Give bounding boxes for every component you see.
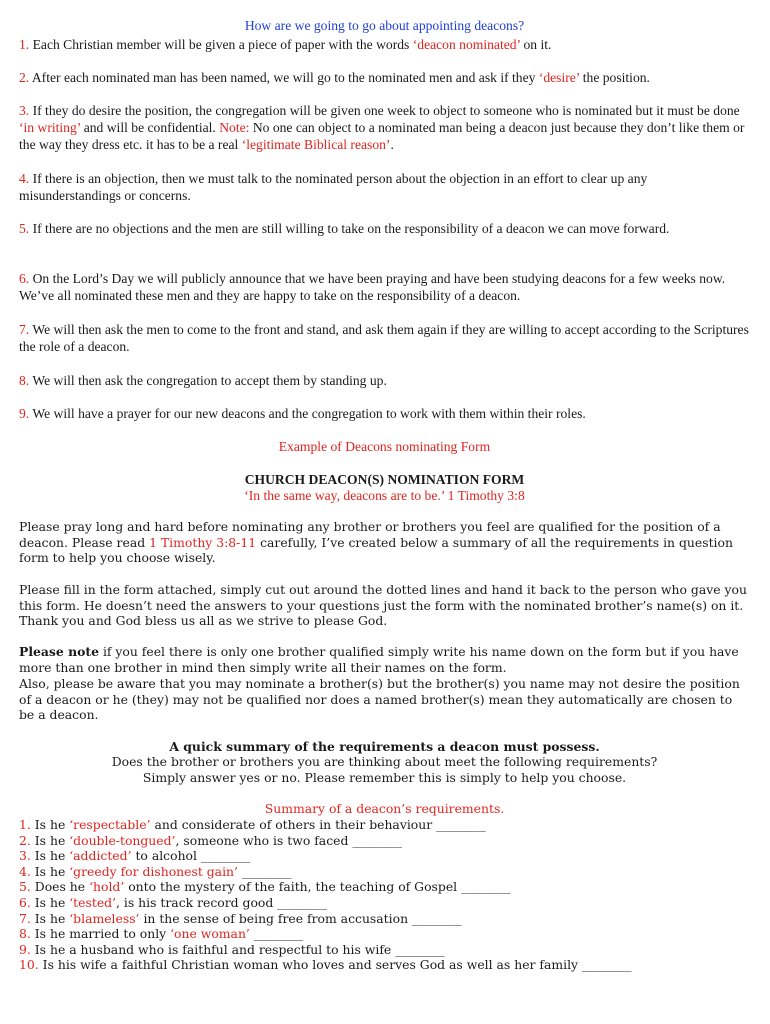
step-2: 2. After each nominated man has been named, we will go to the nominated men and ask if they ‘desire’ the position. <box>19 70 650 85</box>
step-number: 8. <box>19 373 30 388</box>
requirement-item: 8. Is he married to only ‘one woman’ ________ <box>19 926 304 942</box>
requirement-item: 3. Is he ‘addicted’ to alcohol ________ <box>19 848 251 864</box>
summary-heading: A quick summary of the requirements a deacon must possess. <box>169 739 600 754</box>
requirements-list <box>19 817 750 973</box>
requirement-item: 2. Is he ‘double-tongued’, someone who is two faced ________ <box>19 832 402 848</box>
step-number: 2. <box>19 70 30 85</box>
requirement-item: 7. Is he ‘blameless’ in the sense of being free from accusation ________ <box>19 910 462 926</box>
please-note-paragraph: Please note if you feel there is only one brother qualified simply write his name down on the form but if you have more than one brother in mind then simply write all their names on the form. <box>19 644 739 675</box>
step-6: 6. On the Lord’s Day we will publicly announce that we have been praying and have been studying deacons for a few weeks now. We’ve all nominated these men and they are happy to take on the responsibility of a deacon. <box>19 271 726 303</box>
step-number: 4. <box>19 171 30 186</box>
scripture-reference: 1 Timothy 3:8-11 <box>149 534 257 550</box>
summary-question: Does the brother or brothers you are thinking about meet the following requirements? <box>111 754 658 769</box>
step-number: 1. <box>19 37 30 52</box>
form-title: CHURCH DEACON(S) NOMINATION FORM <box>244 472 525 487</box>
requirement-item: 1. Is he ‘respectable’ and considerate of others in their behaviour ________ <box>19 817 486 832</box>
step-number: 6. <box>19 271 30 286</box>
step-number: 5. <box>19 221 30 236</box>
requirement-item: 5. Does he ‘hold’ onto the mystery of the faith, the teaching of Gospel ________ <box>19 879 511 895</box>
summary-instruction: Simply answer yes or no. Please remember this is simply to help you choose. <box>142 770 627 785</box>
also-paragraph: Also, please be aware that you may nominate a brother(s) but the brother(s) you name may not desire the position of a deacon or he (they) may not be qualified nor does a named brother(s) mean they automatically are chosen to be a deacon. <box>19 676 740 723</box>
step-9: 9. We will have a prayer for our new deacons and the congregation to work with them within their roles. <box>19 406 586 421</box>
instructions-paragraph-1: Please pray long and hard before nominating any brother or brothers you feel are qualified for the position of a deacon. Please read 1 Timothy 3:8-11 carefully, I’ve created below a summary of all the requirements in question form to help you choose wisely. <box>19 519 733 566</box>
please-note-label: Please note <box>19 644 99 659</box>
step-7: 7. We will then ask the men to come to the front and stand, and ask them again if they are willing to accept according to the Scriptures the role of a deacon. <box>19 322 749 354</box>
step-number: 3. <box>19 103 30 118</box>
step-4: 4. If there is an objection, then we must talk to the nominated person about the objection in an effort to clear up any misunderstandings or concerns. <box>19 171 648 203</box>
page-heading: How are we going to go about appointing deacons? <box>244 18 525 33</box>
form-verse: ‘In the same way, deacons are to be.’ 1 Timothy 3:8 <box>244 488 525 503</box>
step-3: 3. If they do desire the position, the congregation will be given one week to object to someone who is nominated but it must be done ‘in writing’ and will be confidential. Note: No one can object to a nominated man being a deacon just because they don’t like them or the way they dress etc. it has to be a real ‘legitimate Biblical reason’. <box>19 103 745 152</box>
requirement-item: 6. Is he ‘tested’, is his track record good ________ <box>19 894 327 910</box>
requirement-item: 9. Is he a husband who is faithful and respectful to his wife ________ <box>19 941 445 957</box>
instructions-paragraph-2: Please fill in the form attached, simply cut out around the dotted lines and hand it back to the person who gave you this form. He doesn’t need the answers to your questions just the form with the nominated brother’s name(s) on it. Thank you and God bless us all as we strive to please God. <box>19 582 747 629</box>
requirement-item: 4. Is he ‘greedy for dishonest gain’ ________ <box>19 863 292 879</box>
step-1: 1. Each Christian member will be given a piece of paper with the words ‘deacon nominated’ on it. <box>19 37 552 52</box>
step-number: 9. <box>19 406 30 421</box>
step-number: 7. <box>19 322 30 337</box>
example-title: Example of Deacons nominating Form <box>278 439 491 454</box>
step-5: 5. If there are no objections and the men are still willing to take on the responsibility of a deacon we can move forward. <box>19 221 670 236</box>
requirements-title: Summary of a deacon’s requirements. <box>264 801 505 816</box>
requirement-item: 10. Is his wife a faithful Christian woman who loves and serves God as well as her family ________ <box>19 957 632 973</box>
step-8: 8. We will then ask the congregation to accept them by standing up. <box>19 373 387 388</box>
